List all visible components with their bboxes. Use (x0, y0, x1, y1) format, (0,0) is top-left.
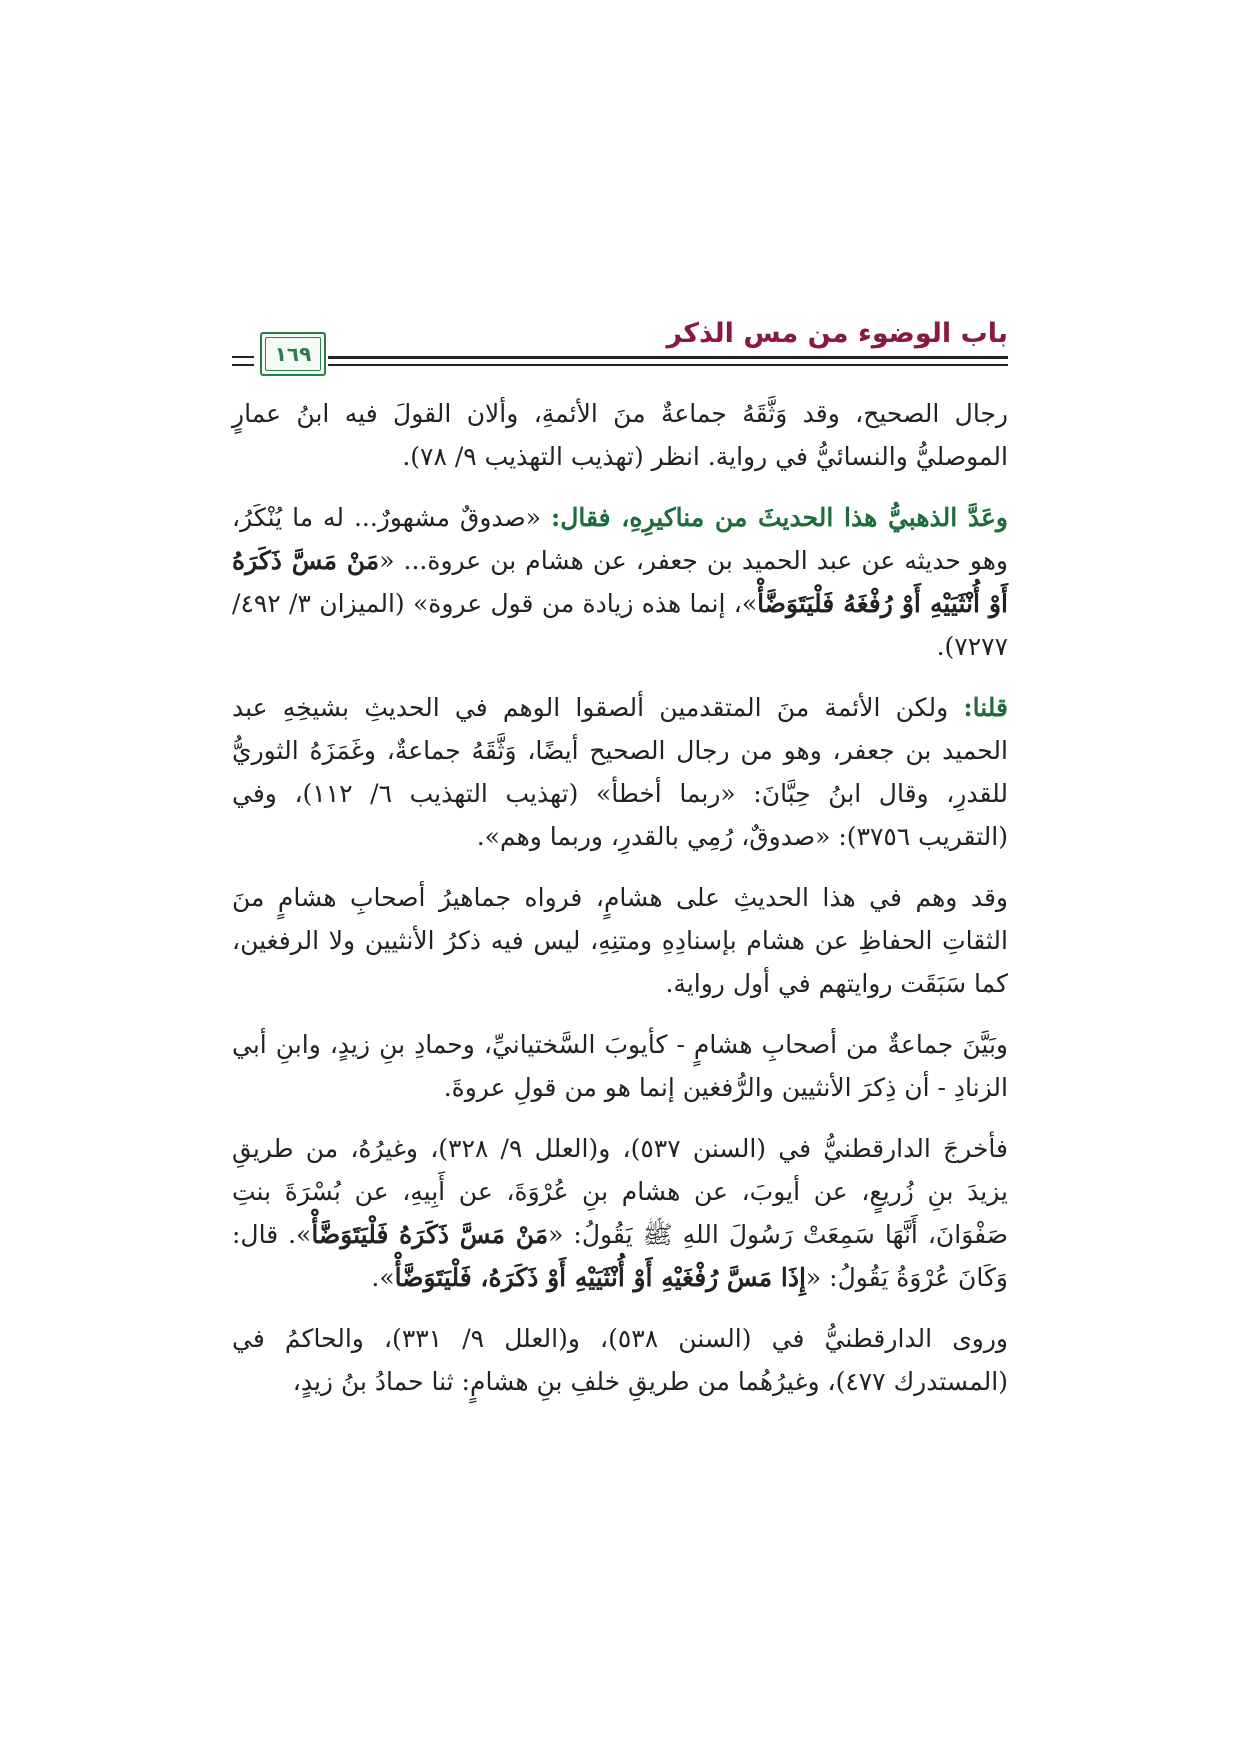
paragraph-3 (232, 686, 1008, 858)
paragraph-text: فأخرجَ الدارقطنيُّ في (السنن ٥٣٧)، و(العلل ٩/ ٣٢٨)، وغيرُهُ، من طريقِ يزيدَ بنِ زُريعٍ، عن أيوبَ، عن هشام بنِ عُرْوَةَ، عن أَبِيهِ، عن بُسْرَةَ بنتِ صَفْوَانَ، أَنَّهَا سَمِعَتْ رَسُولَ اللهِ ﷺ يَقُولُ: « (232, 1134, 1008, 1249)
chapter-title: باب الوضوء من مس الذكر (666, 318, 1008, 349)
paragraph-text: «صدوقٌ مشهورٌ... له ما يُنْكَرُ، وهو حديثه عن عبد الحميد بن جعفر، عن هشام بن عروة... « (232, 503, 1009, 575)
paragraph-lead: قلنا: (963, 693, 1008, 722)
header-rule-bottom (328, 364, 1008, 366)
header-rule-top (328, 356, 1008, 359)
paragraph-1 (232, 392, 1008, 478)
hadith-quote: مَنْ مَسَّ ذَكَرَهُ فَلْيَتَوَضَّأْ (311, 1220, 549, 1249)
paragraph-text: ». (371, 1263, 395, 1292)
paragraph-text: ولكن الأئمة منَ المتقدمين ألصقوا الوهم في الحديثِ بشيخِهِ عبد الحميد بن جعفر، وهو من رجال الصحيح أيضًا، وَثَّقَهُ جماعةٌ، وغَمَزَهُ الثوريُّ للقدرِ، وقال ابنُ حِبَّانَ: «ربما أخطأ» (تهذيب التهذيب ٦/ ١١٢)، وفي (التقريب ٣٧٥٦): «صدوقٌ، رُمِي بالقدرِ، وربما وهم». (232, 693, 1008, 851)
paragraph-5 (232, 1023, 1008, 1109)
paragraph-text: وروى الدارقطنيُّ في (السنن ٥٣٨)، و(العلل ٩/ ٣٣١)، والحاكمُ في (المستدرك ٤٧٧)، وغيرُهُما من طريقِ خلفِ بنِ هشامٍ: ثنا حمادُ بنُ زيدٍ، (232, 1324, 1008, 1396)
paragraph-text: رجال الصحيح، وقد وَثَّقَهُ جماعةٌ منَ الأئمةِ، وألان القولَ فيه ابنُ عمارٍ الموصليُّ والنسائيُّ في رواية. انظر (تهذيب التهذيب ٩/ ٧٨). (232, 399, 1008, 471)
paragraph-text: ». قال: وَكَانَ عُرْوَةُ يَقُولُ: « (232, 1220, 1008, 1292)
paragraph-text: وبَيَّنَ جماعةٌ من أصحابِ هشامٍ - كأيوبَ السَّختيانيِّ، وحمادِ بنِ زيدٍ، وابنِ أبي الزنادِ - أن ذِكرَ الأنثيين والرُّفغين إنما هو من قولِ عروةَ. (232, 1030, 1008, 1102)
page-header (232, 318, 1008, 378)
paragraph-text: »، إنما هذه زيادة من قول عروة» (الميزان ٣/ ٤٩٢/ ٧٢٧٧). (232, 589, 1008, 661)
page-body (232, 392, 1008, 1421)
header-rule-left-bottom (232, 364, 254, 366)
paragraph-7 (232, 1317, 1008, 1403)
paragraph-6 (232, 1127, 1008, 1299)
page-number: ١٦٩ (274, 342, 312, 366)
page-number-badge (260, 332, 326, 376)
hadith-quote: إِذَا مَسَّ رُفْغَيْهِ أَوْ أُنْثَيَيْهِ أَوْ ذَكَرَهُ، فَلْيَتَوَضَّأْ (394, 1263, 806, 1292)
paragraph-text: وقد وهم في هذا الحديثِ على هشامٍ، فرواه جماهيرُ أصحابِ هشامٍ منَ الثقاتِ الحفاظِ عن هشام بإسنادِهِ ومتنِهِ، ليس فيه ذكرُ الأنثيين ولا الرفغين، كما سَبَقَت روايتهم في أول رواية. (232, 883, 1008, 998)
paragraph-lead: وعَدَّ الذهبيُّ هذا الحديثَ من مناكيرِهِ، فقال: (550, 503, 1008, 532)
header-rule-left-top (232, 356, 254, 358)
paragraph-2 (232, 496, 1008, 668)
hadith-quote: مَنْ مَسَّ ذَكَرَهُ أَوْ أُنْثَيَيْهِ أَوْ رُفْغَهُ فَلْيَتَوَضَّأْ (232, 546, 1008, 618)
paragraph-4 (232, 876, 1008, 1005)
